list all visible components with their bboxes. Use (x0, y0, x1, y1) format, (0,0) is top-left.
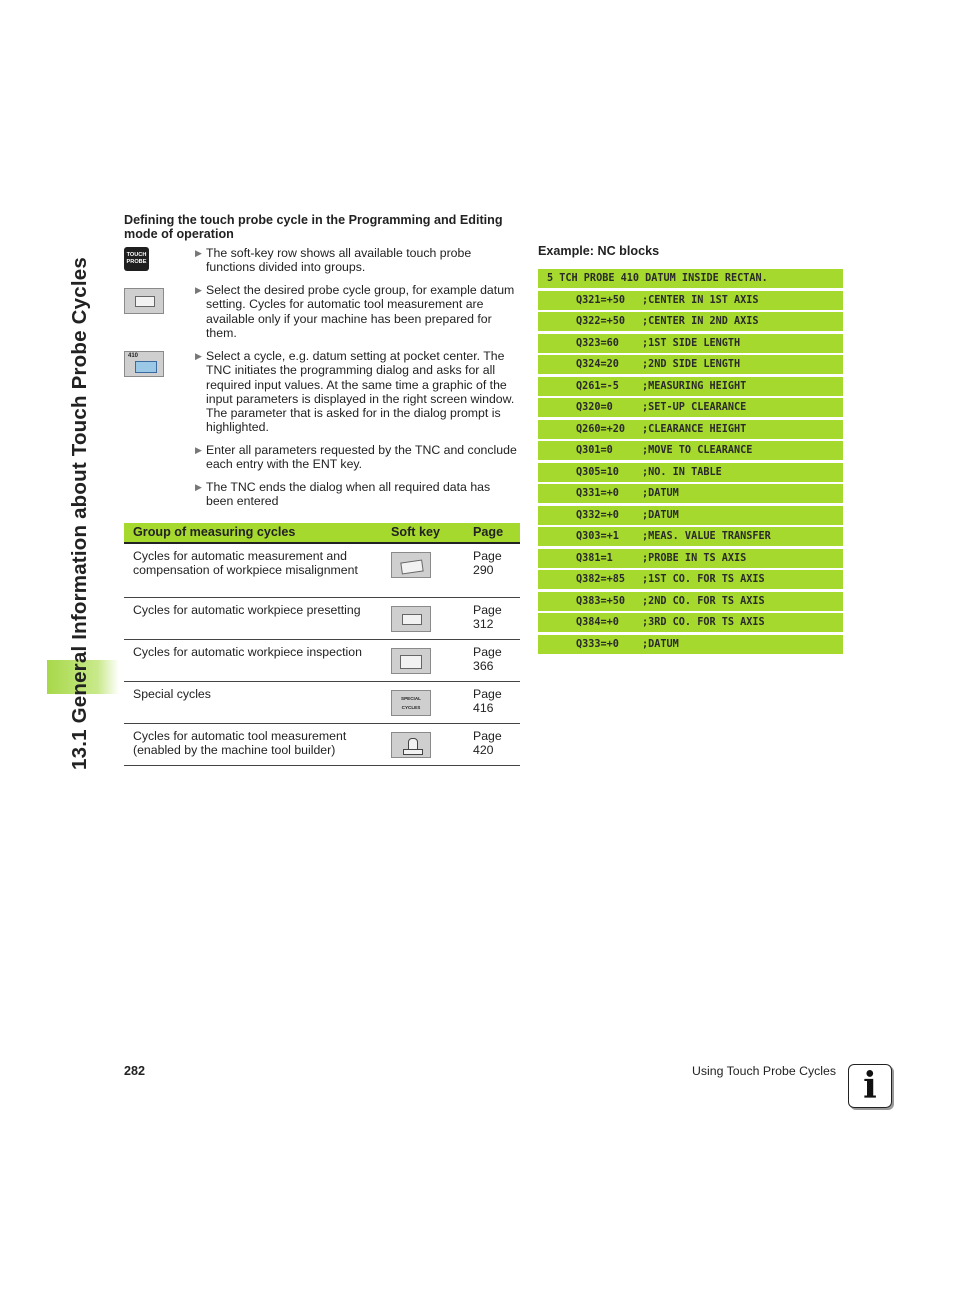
nc-block-line (538, 549, 843, 568)
nc-parameter: Q324=20 (576, 359, 619, 370)
nc-comment: ;PROBE IN TS AXIS (642, 552, 747, 564)
nc-block-line (538, 441, 843, 460)
tool-measurement-softkey-icon[interactable] (391, 732, 431, 758)
nc-comment: ;SET-UP CLEARANCE (642, 402, 747, 413)
group-cell: Cycles for automatic tool measurement (enabled by the machine tool builder) (124, 723, 373, 765)
nc-block-line (538, 613, 843, 632)
instruction-text: ▶ Select the desired probe cycle group, for example datum setting. Cycles for automatic tool measurement are available only if your machine has been prepared for them. (195, 283, 515, 340)
nc-parameter: Q381=1 (576, 552, 613, 564)
instruction-text: ▶ The TNC ends the dialog when all required data has been entered (195, 480, 491, 509)
nc-block-line (538, 635, 843, 654)
measuring-cycles-table (124, 523, 520, 766)
instruction-text: ▶ Select a cycle, e.g. datum setting at pocket center. The TNC initiates the programming dialog and asks for all required input values. At the same time a graphic of the input parameters is displayed in the right screen window. The parameter that is asked for in the dialog prompt is highlighted. (195, 349, 515, 435)
touch-probe-key-icon[interactable] (124, 247, 149, 271)
nc-block-line (538, 506, 843, 525)
nc-parameter: Q331=+0 (576, 488, 619, 499)
nc-block-line: 5 TCH PROBE 410 DATUM INSIDE RECTAN. (538, 269, 843, 288)
nc-block-line (538, 355, 843, 374)
nc-block-line (538, 420, 843, 439)
nc-comment: ;MEAS. VALUE TRANSFER (642, 531, 771, 542)
nc-comment: ;CLEARANCE HEIGHT (642, 423, 747, 435)
arrow-bullet-icon: ▶ (195, 482, 202, 492)
nc-parameter: Q383=+50 (576, 595, 626, 607)
arrow-bullet-icon: ▶ (195, 285, 202, 295)
nc-parameter: Q333=+0 (576, 638, 619, 650)
nc-comment: ;NO. IN TABLE (642, 466, 722, 478)
nc-comment: ;2ND CO. FOR TS AXIS (642, 595, 765, 607)
nc-parameter: Q303=+1 (576, 531, 619, 542)
nc-parameter: Q260=+20 (576, 423, 626, 435)
page-cell: Page 366 (464, 639, 520, 681)
nc-parameter: Q384=+0 (576, 617, 619, 628)
nc-block-line (538, 484, 843, 503)
nc-comment: ;3RD CO. FOR TS AXIS (642, 617, 765, 628)
cycle-410-softkey-icon[interactable] (124, 351, 164, 377)
nc-block-line (538, 291, 843, 310)
table-header-row (124, 523, 520, 543)
touch-probe-key-label: TOUCH PROBE (126, 252, 147, 265)
table-row (124, 723, 520, 765)
nc-parameter: Q301=0 (576, 445, 613, 456)
column-header-group: Group of measuring cycles (124, 523, 373, 543)
chapter-side-title: 13.1 General Information about Touch Probe Cycles (68, 257, 91, 770)
inspection-softkey-icon[interactable] (391, 648, 431, 674)
group-cell: Cycles for automatic measurement and compensation of workpiece misalignment (124, 543, 373, 597)
nc-parameter: Q261=-5 (576, 380, 619, 392)
footer-chapter-title: Using Touch Probe Cycles (692, 1064, 836, 1078)
nc-comment: ;MOVE TO CLEARANCE (642, 445, 753, 456)
softkey-cell (373, 723, 464, 765)
table-row (124, 543, 520, 597)
nc-parameter: Q305=10 (576, 466, 619, 478)
nc-block-line (538, 334, 843, 353)
softkey-cell (373, 639, 464, 681)
nc-comment: ;1ST SIDE LENGTH (642, 337, 741, 349)
datum-group-softkey-icon[interactable] (124, 288, 164, 314)
nc-parameter: Q322=+50 (576, 316, 626, 327)
cycle-410-label: 410 (128, 353, 139, 359)
nc-parameter: Q332=+0 (576, 509, 619, 521)
page-cell: Page 416 (464, 681, 520, 723)
softkey-cell (373, 681, 464, 723)
nc-parameter: Q321=+50 (576, 294, 626, 306)
presetting-softkey-icon[interactable] (391, 606, 431, 632)
nc-blocks-listing (538, 269, 843, 656)
nc-parameter: Q382=+85 (576, 574, 626, 585)
instruction-text: ▶ The soft-key row shows all available touch probe functions divided into groups. (195, 246, 472, 275)
nc-block-line (538, 312, 843, 331)
page-cell: Page 290 (464, 543, 520, 597)
arrow-bullet-icon: ▶ (195, 248, 202, 258)
column-header-softkey: Soft key (373, 523, 464, 543)
nc-comment: ;CENTER IN 1ST AXIS (642, 294, 759, 306)
nc-parameter: Q320=0 (576, 402, 613, 413)
arrow-bullet-icon: ▶ (195, 445, 202, 455)
special-cycles-softkey-icon[interactable]: SPECIAL CYCLES (391, 690, 431, 716)
nc-comment: ;CENTER IN 2ND AXIS (642, 316, 759, 327)
section-heading: Defining the touch probe cycle in the Programming and Editing mode of operation (124, 213, 503, 241)
softkey-cell (373, 543, 464, 597)
nc-parameter: Q323=60 (576, 337, 619, 349)
column-header-page: Page (464, 523, 520, 543)
softkey-cell (373, 597, 464, 639)
table-row (124, 597, 520, 639)
nc-comment: ;1ST CO. FOR TS AXIS (642, 574, 765, 585)
page-number: 282 (124, 1064, 146, 1078)
nc-comment: ;2ND SIDE LENGTH (642, 359, 741, 370)
nc-block-line (538, 527, 843, 546)
nc-block-line (538, 463, 843, 482)
nc-comment: ;DATUM (642, 509, 679, 521)
group-cell: Cycles for automatic workpiece presetting (124, 597, 373, 639)
page-cell: Page 312 (464, 597, 520, 639)
instruction-text: ▶ Enter all parameters requested by the TNC and conclude each entry with the ENT key. (195, 443, 517, 472)
nc-block-line (538, 570, 843, 589)
nc-block-line (538, 398, 843, 417)
table-row (124, 639, 520, 681)
group-cell: Cycles for automatic workpiece inspection (124, 639, 373, 681)
info-icon: i (848, 1064, 892, 1108)
page-cell: Page 420 (464, 723, 520, 765)
nc-block-line (538, 592, 843, 611)
table-row (124, 681, 520, 723)
nc-block-line (538, 377, 843, 396)
arrow-bullet-icon: ▶ (195, 351, 202, 361)
nc-comment: ;DATUM (642, 488, 679, 499)
misalignment-softkey-icon[interactable] (391, 552, 431, 578)
group-cell: Special cycles (124, 681, 373, 723)
nc-comment: ;DATUM (642, 638, 679, 650)
nc-comment: ;MEASURING HEIGHT (642, 380, 747, 392)
example-title: Example: NC blocks (538, 244, 660, 258)
